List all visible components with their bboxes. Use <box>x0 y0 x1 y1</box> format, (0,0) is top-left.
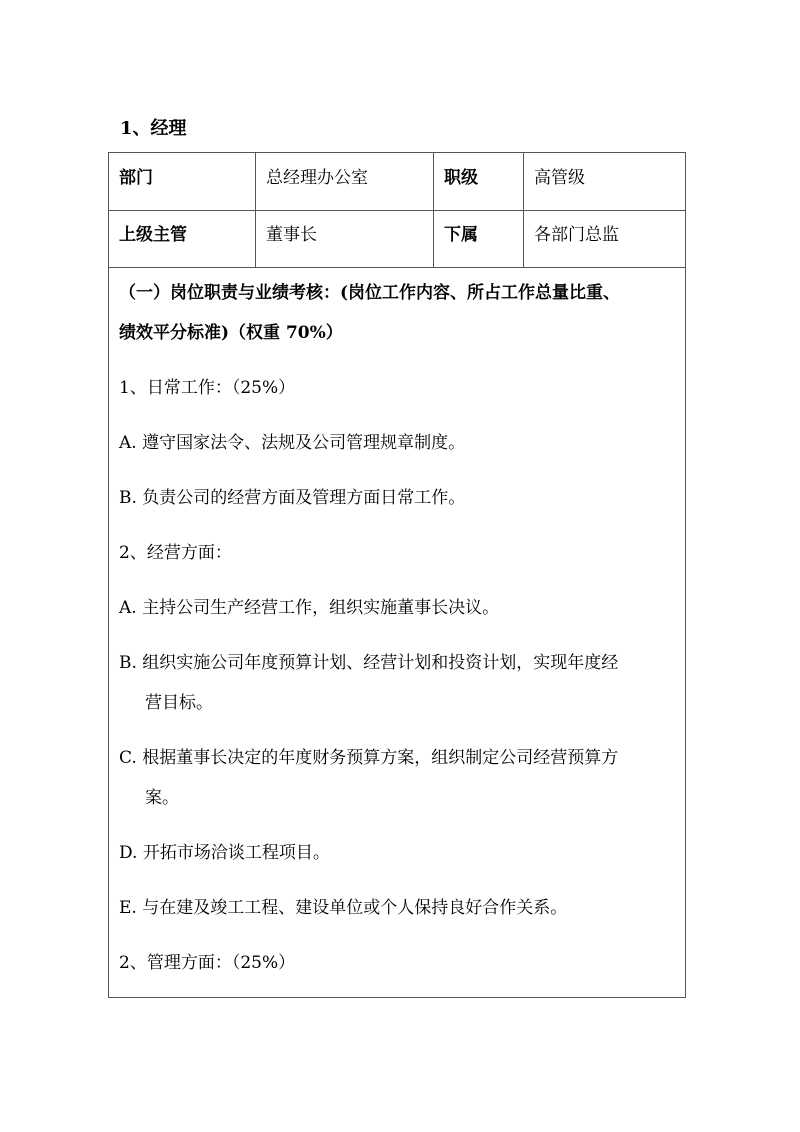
subordinate-label: 下属 <box>434 210 524 267</box>
list-item: A. 主持公司生产经营工作，组织实施董事长决议。 <box>119 598 500 618</box>
list-item: D. 开拓市场洽谈工程项目。 <box>119 843 330 863</box>
duties-title: （一）岗位职责与业绩考核：(岗位工作内容、所占工作总量比重、 <box>119 283 621 303</box>
list-item: B. 负责公司的经营方面及管理方面日常工作。 <box>119 488 466 508</box>
duties-title-cont: 绩效平分标准)（权重 70%） <box>119 323 343 343</box>
department-value: 总经理办公室 <box>256 153 434 210</box>
table-row <box>109 153 685 211</box>
department-label: 部门 <box>109 153 256 210</box>
section-management: 2、管理方面：（25%） <box>119 953 296 973</box>
job-description-table <box>108 152 686 998</box>
supervisor-label: 上级主管 <box>109 210 256 267</box>
section-operations: 2、经营方面： <box>119 543 232 563</box>
supervisor-value: 董事长 <box>256 210 434 267</box>
list-item: E. 与在建及竣工工程、建设单位或个人保持良好合作关系。 <box>119 898 568 918</box>
list-item-cont: 营目标。 <box>145 693 213 713</box>
rank-value: 高管级 <box>534 168 585 188</box>
list-item: C. 根据董事长决定的年度财务预算方案，组织制定公司经营预算方 <box>119 748 619 768</box>
list-item-cont: 案。 <box>145 788 179 808</box>
rank-label: 职级 <box>434 153 524 210</box>
list-item: B. 组织实施公司年度预算计划、经营计划和投资计划，实现年度经 <box>119 653 619 673</box>
subordinate-value: 各部门总监 <box>534 225 619 245</box>
section-heading: 1、经理 <box>120 118 187 139</box>
table-row <box>109 210 685 268</box>
section-daily-work: 1、日常工作：（25%） <box>119 378 296 398</box>
list-item: A. 遵守国家法令、法规及公司管理规章制度。 <box>119 433 466 453</box>
